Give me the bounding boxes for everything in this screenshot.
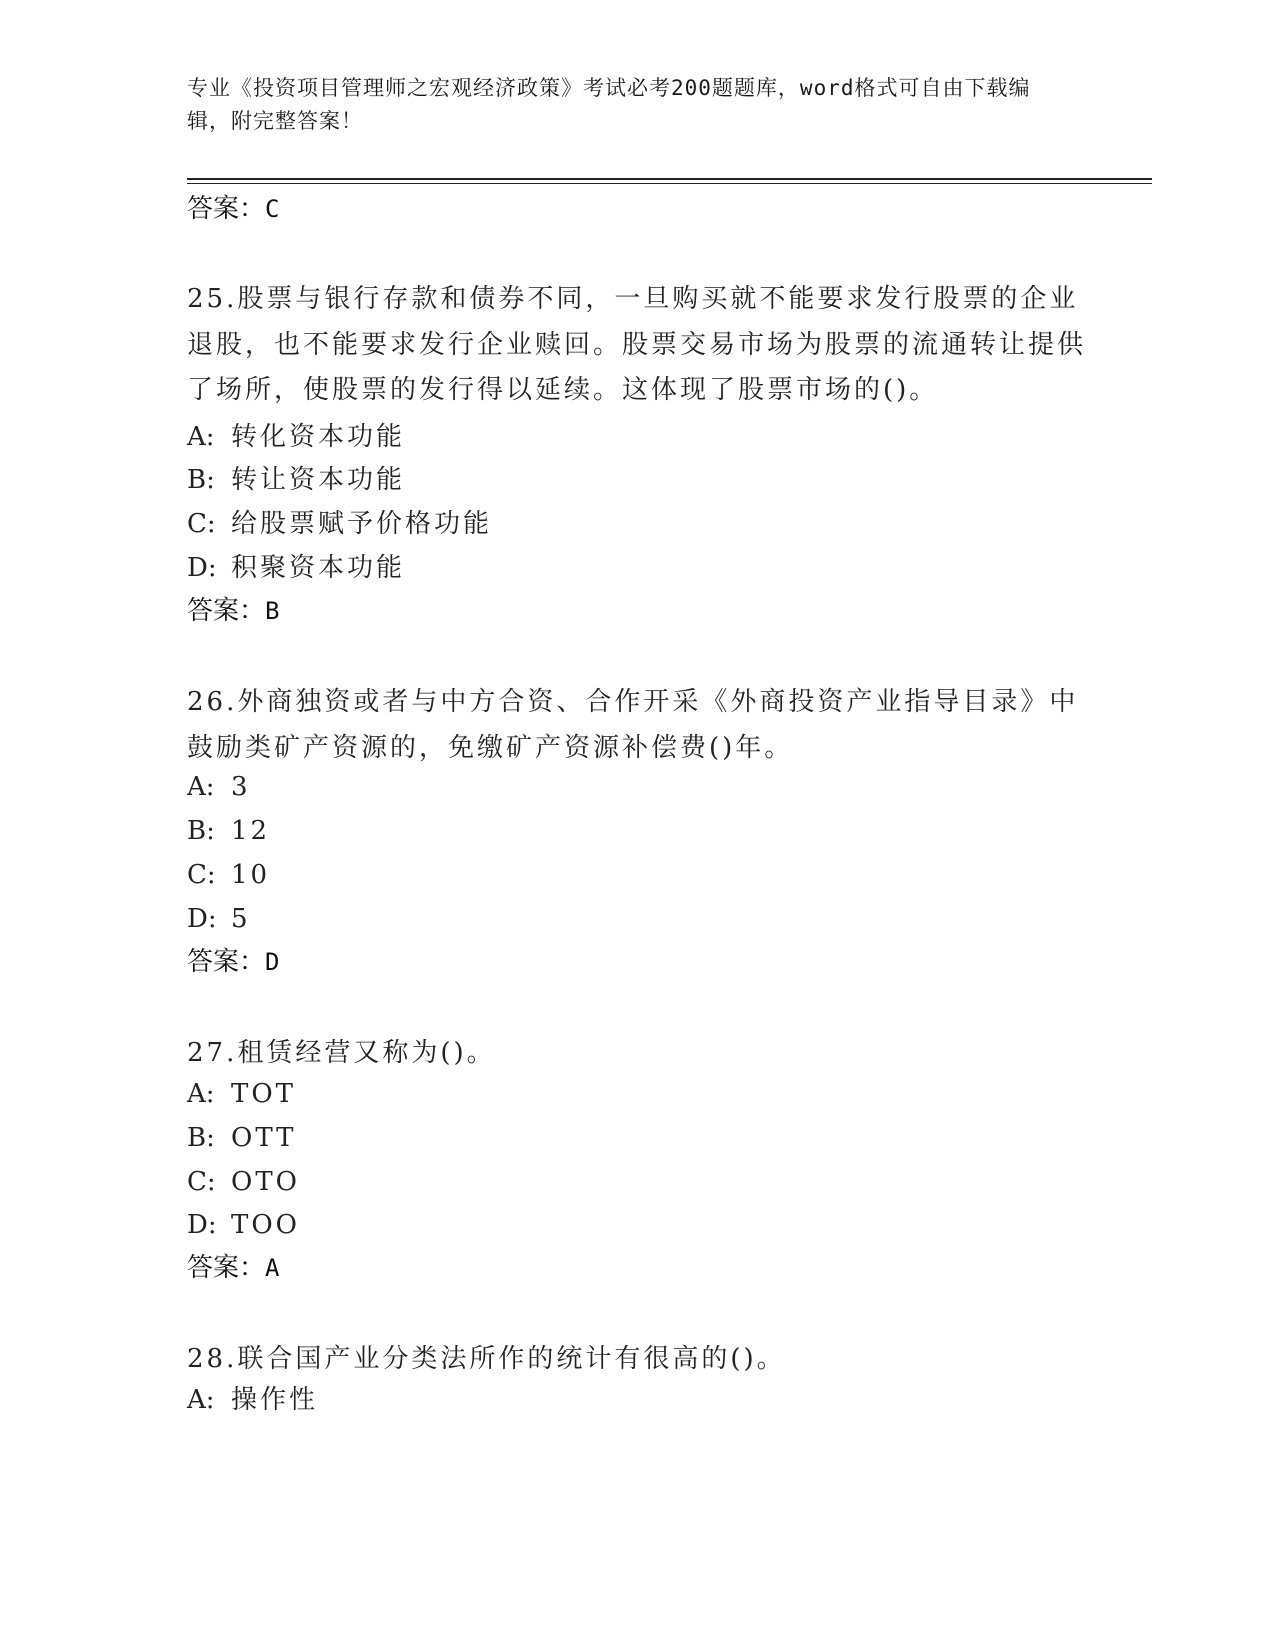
- question-25-option-c: [187, 507, 492, 541]
- option-key: C:: [187, 509, 216, 539]
- answer-letter: C: [265, 195, 280, 223]
- option-text: 转让资本功能: [231, 465, 406, 495]
- question-27-stem: 27.租赁经营又称为()。: [187, 1038, 496, 1068]
- header-rule-thin: [187, 183, 1152, 184]
- option-text: 3: [231, 772, 251, 802]
- option-key: C:: [187, 1167, 216, 1197]
- option-text: OTT: [231, 1123, 297, 1153]
- question-27-option-d: [187, 1208, 300, 1242]
- document-header: 专业《投资项目管理师之宏观经济政策》考试必考200题题库，word格式可自由下载编辑，附完整答案！: [187, 76, 1031, 133]
- question-27-option-b: [187, 1121, 296, 1155]
- header-rule-thick: [187, 178, 1152, 180]
- option-key: D:: [187, 1210, 217, 1240]
- answer-label: 答案：: [187, 194, 266, 224]
- option-text: 转化资本功能: [231, 422, 406, 452]
- question-27-option-a: [187, 1077, 296, 1111]
- question-26-answer: [187, 945, 279, 979]
- option-key: A:: [187, 1385, 215, 1415]
- option-text: 10: [231, 860, 271, 890]
- option-text: OTO: [231, 1167, 300, 1197]
- question-28-option-a: [187, 1383, 318, 1417]
- option-key: D:: [187, 904, 217, 934]
- option-text: 操作性: [231, 1385, 319, 1415]
- option-key: A:: [187, 422, 215, 452]
- option-key: B:: [187, 465, 215, 495]
- option-text: 12: [231, 816, 271, 846]
- answer-prev: [187, 192, 279, 226]
- option-text: 积聚资本功能: [231, 553, 406, 583]
- question-27-answer: [187, 1251, 279, 1285]
- option-text: TOT: [231, 1079, 296, 1109]
- question-25-answer: [187, 594, 279, 628]
- question-26-option-c: [187, 858, 270, 892]
- option-key: C:: [187, 860, 216, 890]
- answer-letter: B: [265, 597, 280, 625]
- question-25-option-b: [187, 463, 405, 497]
- answer-label: 答案：: [187, 1253, 266, 1283]
- option-key: B:: [187, 1123, 215, 1153]
- answer-label: 答案：: [187, 947, 266, 977]
- question-26-stem: 26.外商独资或者与中方合资、合作开采《外商投资产业指导目录》中鼓励类矿产资源的，免缴矿产资源补偿费()年。: [187, 687, 1079, 763]
- question-26-option-a: [187, 770, 251, 804]
- question-25-stem: 25.股票与银行存款和债券不同，一旦购买就不能要求发行股票的企业退股，也不能要求发行企业赎回。股票交易市场为股票的流通转让提供了场所，使股票的发行得以延续。这体现了股票市场的()。: [187, 284, 1087, 405]
- answer-letter: A: [265, 1254, 280, 1282]
- answer-letter: D: [265, 948, 280, 976]
- question-25-option-d: [187, 551, 405, 585]
- question-26-option-b: [187, 814, 270, 848]
- option-key: A:: [187, 772, 215, 802]
- option-text: 5: [231, 904, 251, 934]
- question-26-option-d: [187, 902, 251, 936]
- option-text: 给股票赋予价格功能: [231, 509, 493, 539]
- option-text: TOO: [231, 1210, 300, 1240]
- option-key: A:: [187, 1079, 215, 1109]
- question-25-option-a: [187, 420, 405, 454]
- question-27-option-c: [187, 1165, 300, 1199]
- option-key: D:: [187, 553, 217, 583]
- option-key: B:: [187, 816, 215, 846]
- question-28-stem: 28.联合国产业分类法所作的统计有很高的()。: [187, 1344, 786, 1374]
- answer-label: 答案：: [187, 596, 266, 626]
